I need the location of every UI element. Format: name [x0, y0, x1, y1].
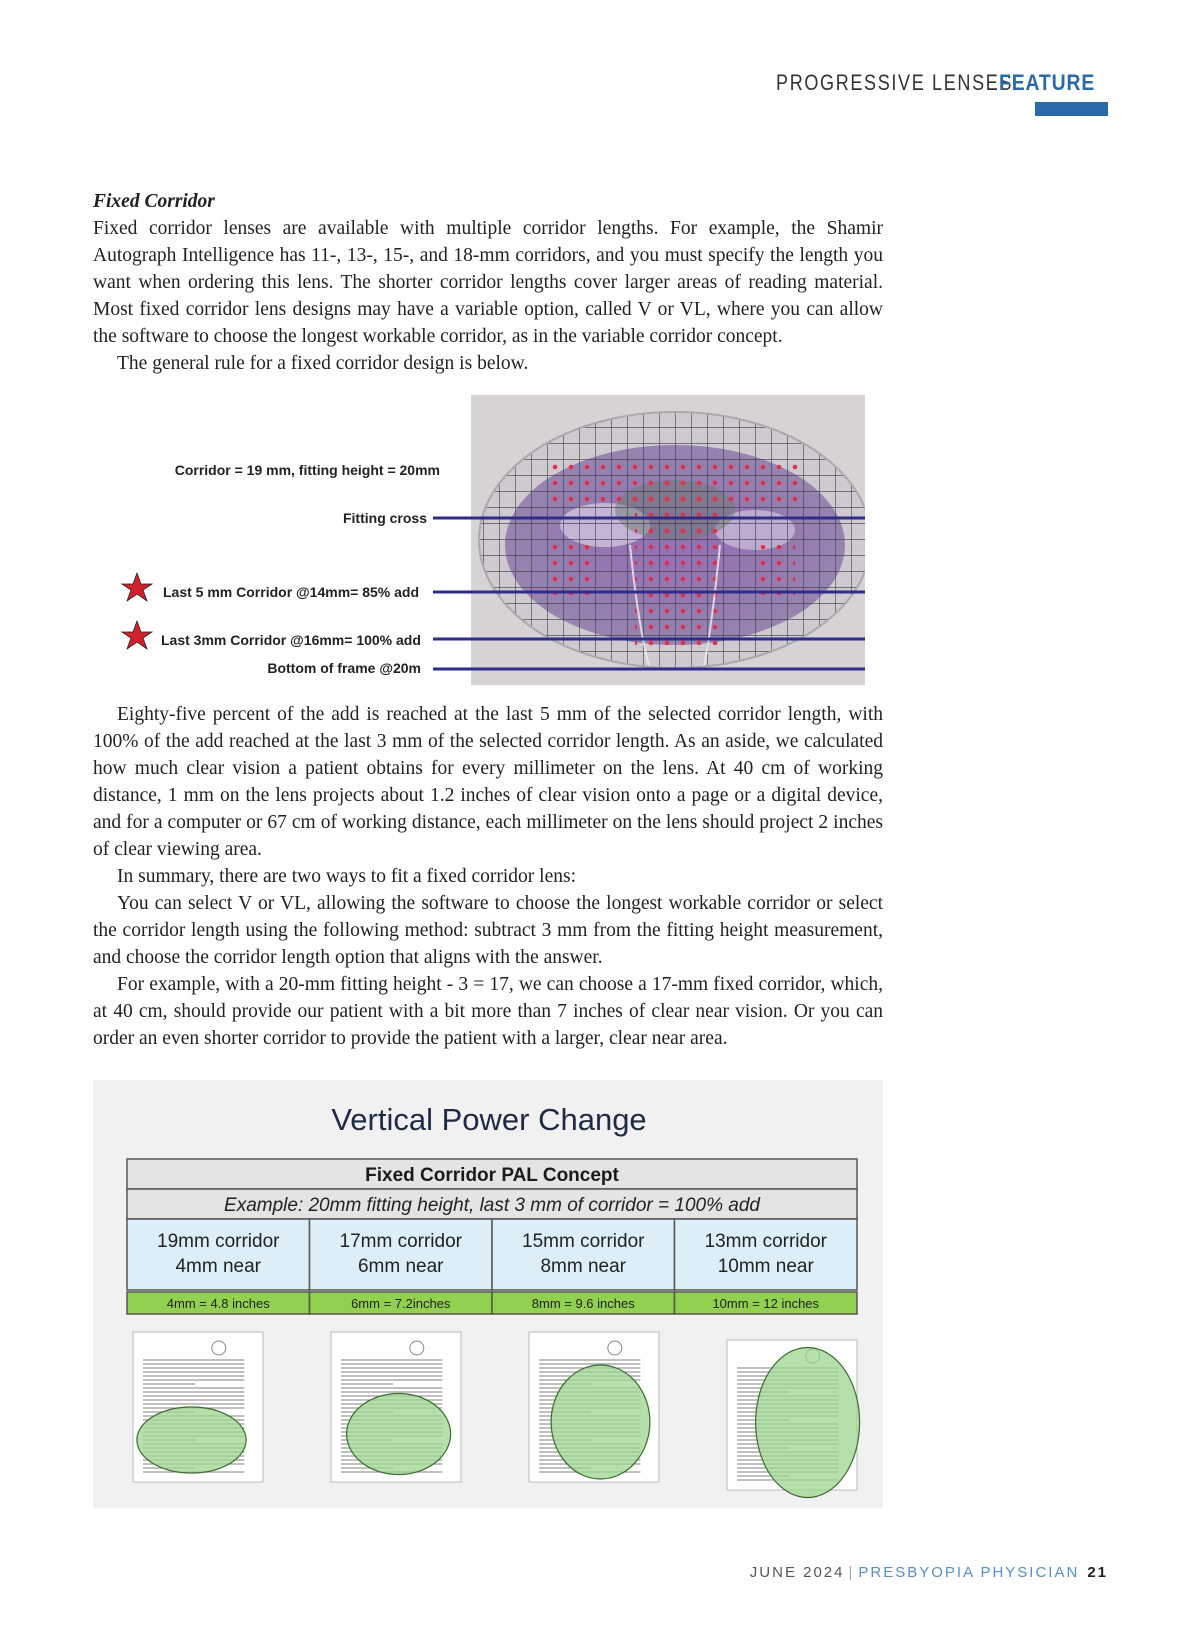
corridor-cell: [310, 1219, 493, 1290]
near-zone-label: 4mm near: [175, 1256, 262, 1277]
document-thumbnail: [331, 1332, 461, 1482]
page-number: 21: [1087, 1564, 1108, 1581]
paragraph-add-reached: Eighty-five percent of the add is reached at the last 5 mm of the selected corridor length, with 100% of the add reached at the last 3 mm of the selected corridor length. As an aside, we calculated how much clear vision a patient obtains for every millimeter on the lens. At 40 cm of working distance, 1 mm on the lens projects about 1.2 inches of clear vision onto a page or a digital device, and for a computer or 67 cm of working distance, each millimeter on the lens should project 2 inches of clear viewing area.: [93, 704, 883, 860]
paragraph-general-rule: The general rule for a fixed corridor design is below.: [117, 353, 529, 374]
footer-date: JUNE 2024: [749, 1564, 845, 1581]
document-thumbnail: [529, 1332, 659, 1482]
document-thumbnail: [133, 1332, 263, 1482]
label-bottom-frame: Bottom of frame @20m: [267, 660, 421, 676]
footer-publication: PRESBYOPIA PHYSICIAN: [858, 1564, 1080, 1581]
inches-label: 6mm = 7.2inches: [351, 1296, 451, 1311]
feature-label: FEATURE: [998, 70, 1095, 95]
inches-label: 10mm = 12 inches: [712, 1296, 820, 1311]
document-thumbnails: [133, 1332, 860, 1498]
table-title: Fixed Corridor PAL Concept: [365, 1165, 619, 1186]
label-corridor: Corridor = 19 mm, fitting height = 20mm: [174, 462, 440, 478]
star-icon: [122, 573, 152, 601]
paragraph-summary: In summary, there are two ways to fit a fixed corridor lens:: [117, 866, 577, 887]
clear-vision-area: [756, 1348, 860, 1498]
inches-label: 8mm = 9.6 inches: [531, 1296, 635, 1311]
page-footer: JUNE 2024 | PRESBYOPIA PHYSICIAN 21: [749, 1564, 1108, 1581]
corridor-length-label: 15mm corridor: [522, 1231, 645, 1252]
document-thumbnail: [727, 1340, 860, 1498]
label-fitting-cross: Fitting cross: [342, 510, 427, 526]
corridor-cell: [675, 1219, 858, 1290]
star-icon: [122, 621, 152, 649]
page-header: [724, 70, 1108, 96]
clear-vision-area: [137, 1407, 246, 1473]
corridor-lens-diagram: [115, 395, 865, 685]
label-last5: Last 5 mm Corridor @14mm= 85% add: [163, 584, 420, 600]
near-zone-label: 6mm near: [357, 1256, 444, 1277]
vertical-power-change-figure: [93, 1080, 883, 1508]
paragraph-method: You can select V or VL, allowing the software to choose the longest workable corridor or select the corridor length using the following method: subtract 3 mm from the fitting height measurement, and choose the corridor length option that aligns with the answer.: [93, 893, 883, 968]
section-heading: Fixed Corridor: [93, 191, 215, 212]
near-zone-label: 8mm near: [540, 1256, 627, 1277]
article-intro: [93, 188, 883, 377]
article-body: [93, 701, 883, 1052]
figure-title: Vertical Power Change: [331, 1102, 647, 1137]
corridor-length-label: 19mm corridor: [157, 1231, 280, 1252]
corridor-length-label: 17mm corridor: [339, 1231, 462, 1252]
paragraph-example: For example, with a 20-mm fitting height - 3 = 17, we can choose a 17-mm fixed corridor, which, at 40 cm, should provide our patient with a bit more than 7 inches of clear near vision. Or you can order an even shorter corridor to provide the patient with a larger, clear near area.: [93, 974, 883, 1049]
clear-vision-area: [347, 1394, 451, 1475]
table-columns: [127, 1219, 857, 1314]
paragraph-fixed-corridor: Fixed corridor lenses are available with multiple corridor lengths. For example, the Shamir Autograph Intelligence has 11-, 13-, 15-, and 18-mm corridors, and you must specify the length you want when ordering this lens. The shorter corridor lengths cover larger areas of reading material. Most fixed corridor lens designs may have a variable option, called V or VL, where you can allow the software to choose the longest workable corridor, as in the variable corridor concept.: [93, 218, 883, 347]
inches-label: 4mm = 4.8 inches: [166, 1296, 270, 1311]
section-label: PROGRESSIVE LENSES: [775, 70, 1013, 95]
corridor-length-label: 13mm corridor: [704, 1231, 827, 1252]
corridor-cell: [127, 1219, 310, 1290]
near-zone-label: 10mm near: [717, 1256, 814, 1277]
label-last3: Last 3mm Corridor @16mm= 100% add: [161, 632, 421, 648]
table-example: Example: 20mm fitting height, last 3 mm of corridor = 100% add: [224, 1195, 760, 1216]
vertical-power-change-svg: [93, 1080, 883, 1508]
corridor-cell: [492, 1219, 675, 1290]
feature-underline-bar: [1035, 102, 1108, 116]
clear-vision-area: [551, 1365, 650, 1479]
